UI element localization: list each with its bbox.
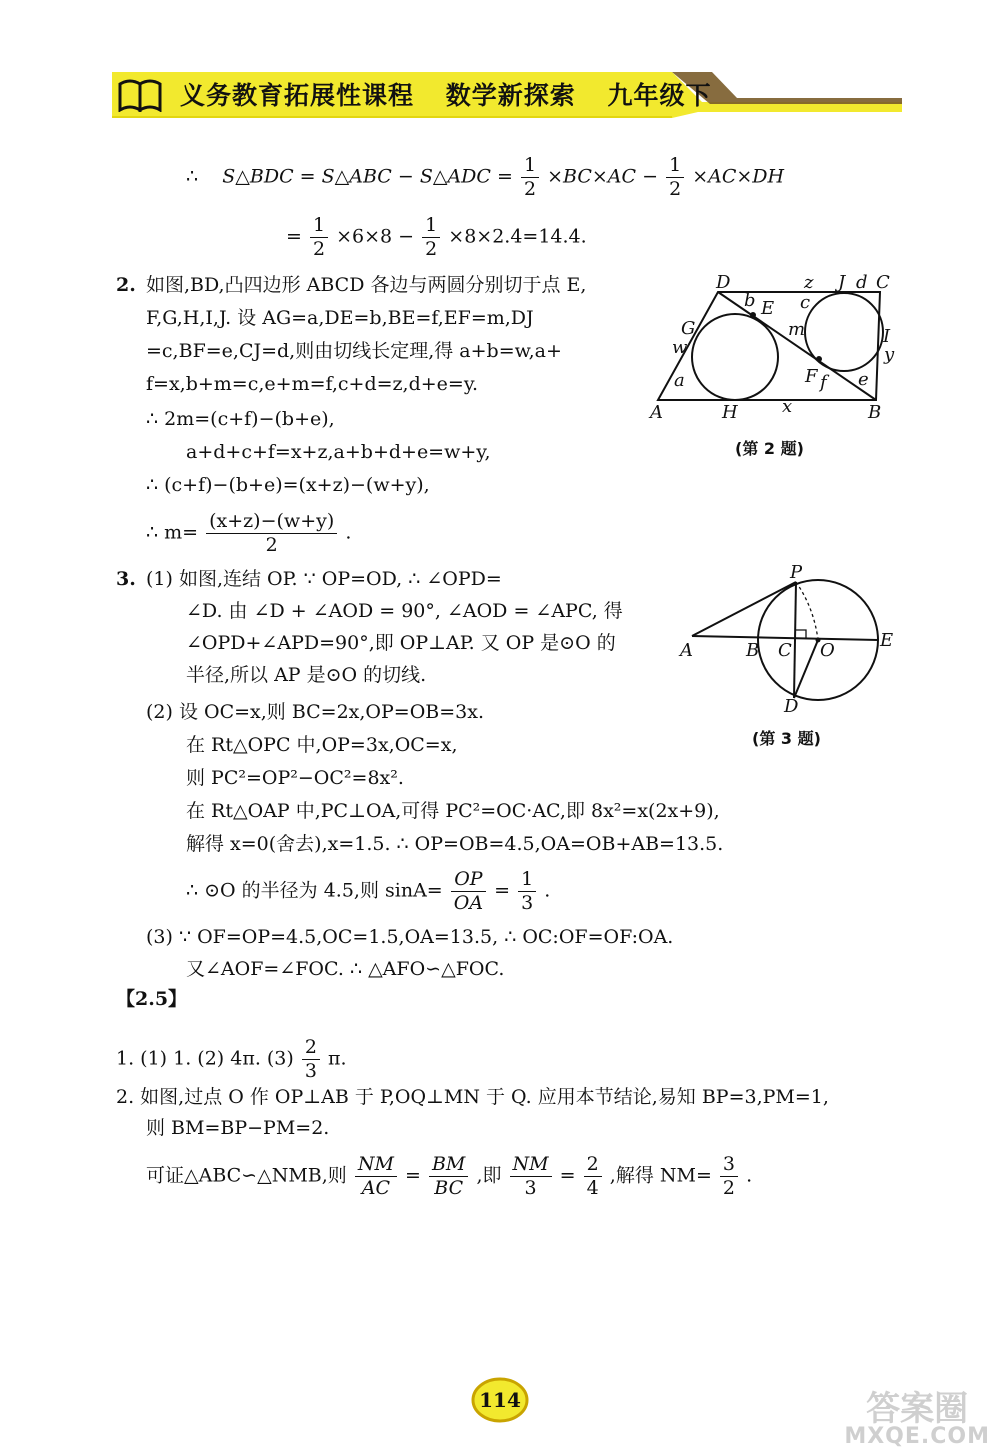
problem-2-line: F,G,H,I,J. 设 AG=a,DE=b,BE=f,EF=m,DJ — [146, 307, 534, 329]
subject-title: 数学新探索 — [445, 81, 576, 110]
section-item-1: 1. (1) 1. (2) 4π. (3) $\frac{2}{3}$ π. — [116, 1036, 347, 1082]
radius-od — [794, 640, 818, 698]
problem-2-step: a+d+c+f=x+z,a+b+d+e=w+y, — [186, 441, 491, 463]
problem-2-number: 2. — [116, 274, 136, 296]
problem-2-line: =c,BF=e,CJ=d,则由切线长定理,得 a+b=w,a+ — [146, 340, 562, 362]
label: z — [804, 272, 814, 293]
fraction: $\frac{1}{2}$ — [310, 216, 328, 259]
solution-line-2: = $\frac{1}{2}$ ×6×8 − $\frac{1}{2}$ ×8×2.4=14.4. — [286, 214, 587, 260]
label: B — [746, 640, 760, 661]
label: J — [838, 272, 846, 293]
fraction: $\frac{1}{3}$ — [518, 870, 536, 913]
label: E — [880, 630, 894, 651]
figure-2-diagram — [640, 270, 900, 430]
label: e — [858, 369, 869, 390]
chord-pd — [794, 582, 796, 698]
fraction: $\frac{(x+z)-(w+y)}{2}$ — [206, 512, 337, 555]
fraction: $\frac{1}{2}$ — [666, 156, 684, 199]
label: a — [674, 370, 685, 391]
label: c — [800, 292, 811, 313]
problem-3-line: ∴ ⊙O 的半径为 4.5,则 sinA= $\frac{OP}{OA}$ = $\frac{1}{3}$ . — [186, 868, 551, 914]
fraction: $\frac{BM}{BC}$ — [429, 1155, 468, 1198]
label: D — [716, 272, 731, 293]
figure-3-diagram — [676, 564, 900, 714]
problem-3-line: ∠D. 由 ∠D + ∠AOD = 90°, ∠AOD = ∠APC, 得 — [186, 600, 623, 622]
label: b — [744, 290, 756, 311]
book-icon — [118, 78, 162, 112]
fraction: $\frac{1}{2}$ — [422, 216, 440, 259]
section-item-2-line: 则 BM=BP−PM=2. — [146, 1117, 330, 1139]
label: x — [782, 396, 793, 417]
page-header — [112, 72, 902, 118]
label: w — [672, 337, 688, 358]
problem-3-line: 在 Rt△OPC 中,OP=3x,OC=x, — [186, 734, 458, 756]
label: d — [856, 272, 868, 293]
label: F — [805, 366, 818, 387]
fraction: $\frac{3}{2}$ — [720, 1155, 738, 1198]
label: G — [681, 318, 696, 339]
section-title: 【2.5】 — [116, 988, 188, 1010]
problem-3-line: 又∠AOF=∠FOC. ∴ △AFO∽△FOC. — [186, 958, 505, 980]
problem-2-line: 如图,BD,凸四边形 ABCD 各边与两圆分别切于点 E, — [146, 274, 587, 296]
problem-3-line: (3) ∵ OF=OP=4.5,OC=1.5,OA=13.5, ∴ OC:OF=OF:OA. — [146, 926, 674, 948]
section-item-2-line: 可证△ABC∽△NMB,则 $\frac{NM}{AC}$ = $\frac{BM}{BC}$ ,即 $\frac{NM}{3}$ = $\frac{2}{4}$ ,解得 NM= $\frac{3}{2}$ . — [146, 1153, 753, 1199]
dashed-op — [796, 582, 818, 640]
fraction: $\frac{2}{3}$ — [302, 1038, 320, 1081]
fraction: $\frac{1}{2}$ — [521, 156, 539, 199]
figure-3-caption: (第 3 题) — [752, 729, 821, 748]
diagonal-bd — [718, 292, 876, 400]
circle-left — [692, 314, 778, 400]
label: f — [820, 372, 827, 393]
problem-3-number: 3. — [116, 568, 136, 590]
label: C — [876, 272, 890, 293]
problem-3-line: (1) 如图,连结 OP. ∵ OP=OD, ∴ ∠OPD= — [146, 568, 502, 590]
label: A — [650, 402, 663, 423]
label: m — [788, 319, 806, 340]
problem-3-line: 在 Rt△OAP 中,PC⊥OA,可得 PC²=OC·AC,即 8x²=x(2x+9), — [186, 800, 720, 822]
label: O — [820, 640, 835, 661]
right-angle-mark — [796, 630, 806, 638]
series-title: 义务教育拓展性课程 — [180, 81, 415, 110]
figure-2-caption: (第 2 题) — [735, 439, 804, 458]
label: B — [868, 402, 882, 423]
watermark: 答案圈 MXQE.COM — [844, 1389, 990, 1449]
problem-2-line: f=x,b+m=c,e+m=f,c+d=z,d+e=y. — [146, 373, 479, 395]
label: D — [784, 696, 799, 714]
problem-3-line: 半径,所以 AP 是⊙O 的切线. — [186, 664, 427, 686]
label: P — [790, 564, 803, 583]
label: y — [884, 344, 895, 365]
page-number: 114 — [471, 1377, 529, 1423]
problem-3-line: 则 PC²=OP²−OC²=8x². — [186, 767, 404, 789]
label: A — [680, 640, 693, 661]
fraction: $\frac{2}{4}$ — [584, 1155, 602, 1198]
tangent-ap — [692, 582, 796, 636]
problem-3-line: 解得 x=0(舍去),x=1.5. ∴ OP=OB=4.5,OA=OB+AB=13.5. — [186, 833, 724, 855]
label: C — [778, 640, 792, 661]
solution-line-1: ∴ S△BDC = S△ABC − S△ADC = $\frac{1}{2}$ ×BC×AC − $\frac{1}{2}$ ×AC×DH — [186, 154, 785, 200]
section-item-2-line: 2. 如图,过点 O 作 OP⊥AB 于 P,OQ⊥MN 于 Q. 应用本节结论,易知 BP=3,PM=1, — [116, 1086, 829, 1108]
label: H — [722, 402, 738, 423]
fraction: $\frac{NM}{AC}$ — [355, 1155, 397, 1198]
label: E — [761, 298, 775, 319]
problem-3-line: ∠OPD+∠APD=90°,即 OP⊥AP. 又 OP 是⊙O 的 — [186, 632, 616, 654]
fraction: $\frac{NM}{3}$ — [510, 1155, 552, 1198]
label: I — [883, 326, 891, 347]
problem-3-line: (2) 设 OC=x,则 BC=2x,OP=OB=3x. — [146, 701, 485, 723]
grade-title: 九年级下 — [607, 81, 712, 110]
problem-2-step: ∴ (c+f)−(b+e)=(x+z)−(w+y), — [146, 474, 430, 496]
fraction: $\frac{OP}{OA}$ — [451, 870, 486, 913]
header-title — [180, 76, 733, 112]
problem-2-step: ∴ 2m=(c+f)−(b+e), — [146, 408, 335, 430]
problem-2-step: ∴ m= $\frac{(x+z)-(w+y)}{2}$ . — [146, 510, 352, 556]
